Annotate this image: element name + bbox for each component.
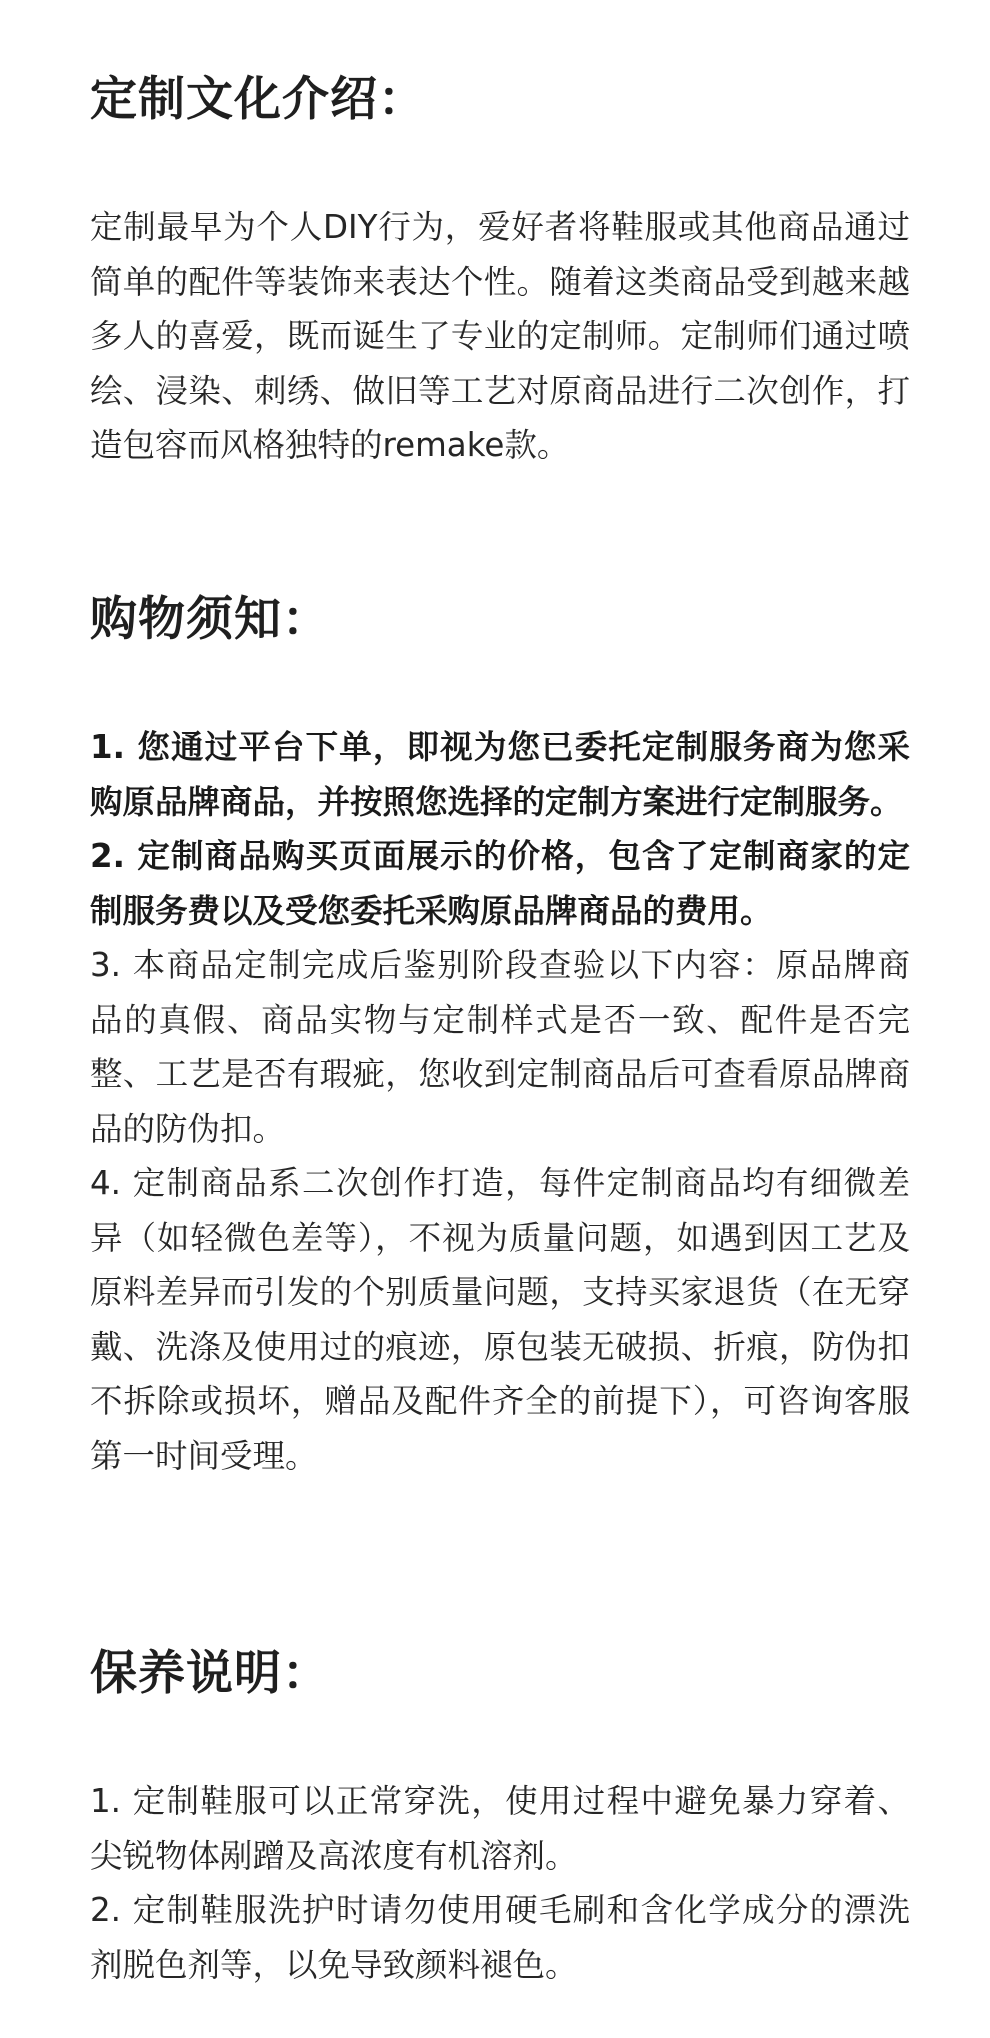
section-shopping-notice	[90, 590, 910, 1483]
section-title: 保养说明：	[90, 1646, 330, 1701]
section-title: 购物须知：	[90, 592, 330, 647]
section-care-instructions	[90, 1644, 910, 1992]
section-custom-culture	[90, 70, 910, 473]
shopping-notice-list	[90, 720, 910, 1483]
section-title: 定制文化介绍：	[90, 72, 426, 127]
list-item: 1. 您通过平台下单，即视为您已委托定制服务商为您采购原品牌商品，并按照您选择的定制方案进行定制服务。	[90, 728, 910, 821]
list-item: 1. 定制鞋服可以正常穿洗，使用过程中避免暴力穿着、尖锐物体剐蹭及高浓度有机溶剂。	[90, 1782, 910, 1875]
list-item: 3. 本商品定制完成后鉴别阶段查验以下内容：原品牌商品的真假、商品实物与定制样式是否一致、配件是否完整、工艺是否有瑕疵，您收到定制商品后可查看原品牌商品的防伪扣。	[90, 946, 910, 1148]
list-item: 2. 定制鞋服洗护时请勿使用硬毛刷和含化学成分的漂洗剂脱色剂等，以免导致颜料褪色。	[90, 1891, 910, 1984]
intro-paragraph: 定制最早为个人DIY行为，爱好者将鞋服或其他商品通过简单的配件等装饰来表达个性。随着这类商品受到越来越多人的喜爱，既而诞生了专业的定制师。定制师们通过喷绘、浸染、刺绣、做旧等工艺对原商品进行二次创作，打造包容而风格独特的remake款。	[90, 208, 910, 464]
list-item: 2. 定制商品购买页面展示的价格，包含了定制商家的定制服务费以及受您委托采购原品牌商品的费用。	[90, 837, 910, 930]
care-instructions-list	[90, 1774, 910, 1992]
list-item: 4. 定制商品系二次创作打造，每件定制商品均有细微差异（如轻微色差等），不视为质量问题，如遇到因工艺及原料差异而引发的个别质量问题，支持买家退货（在无穿戴、洗涤及使用过的痕迹，原包装无破损、折痕，防伪扣不拆除或损坏，赠品及配件齐全的前提下），可咨询客服第一时间受理。	[90, 1164, 910, 1475]
